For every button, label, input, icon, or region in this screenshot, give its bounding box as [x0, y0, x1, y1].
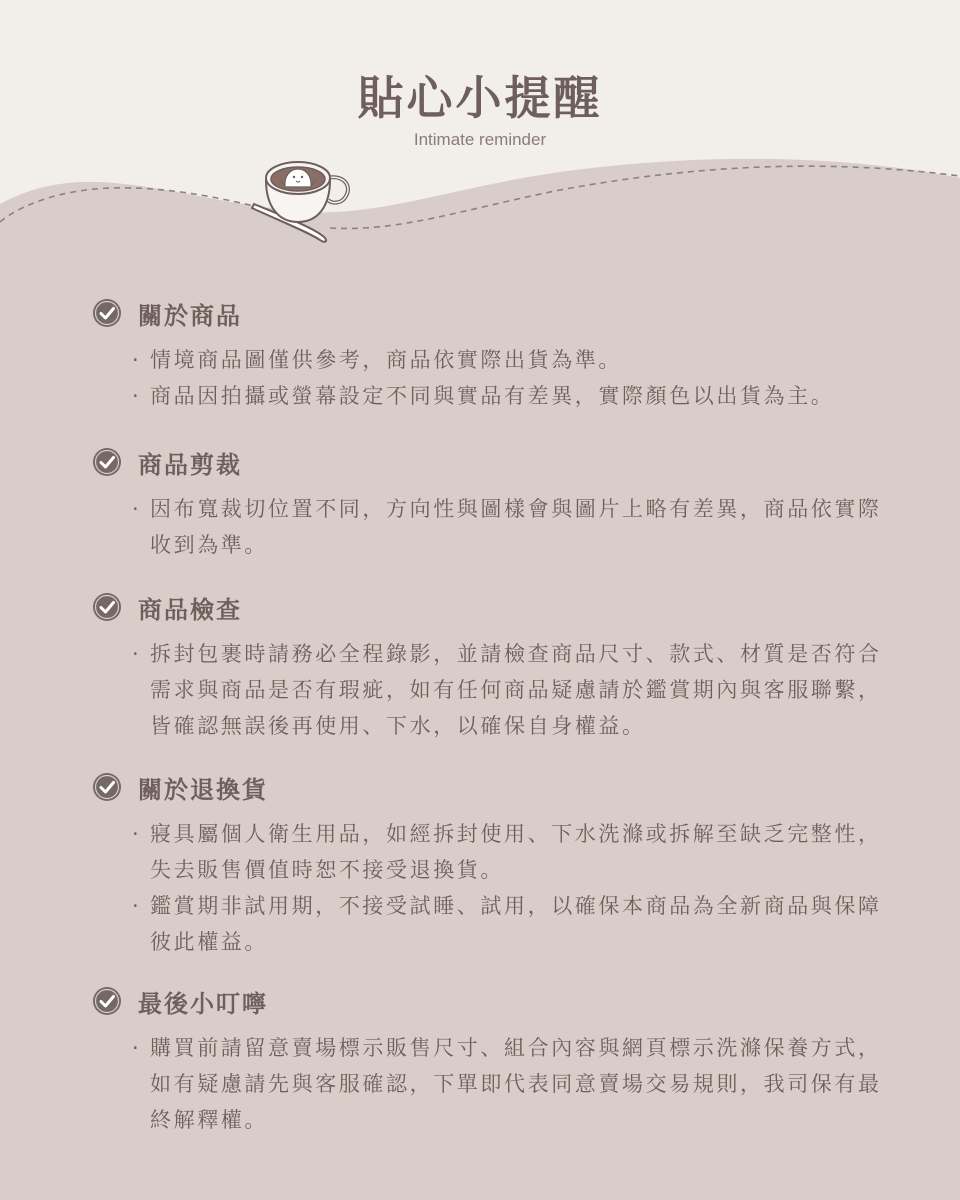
check-circle-icon — [92, 592, 122, 622]
section-title: 商品檢查 — [138, 595, 242, 624]
section-header — [92, 986, 882, 1016]
section-items — [134, 342, 882, 414]
list-item: · 情境商品圖僅供參考，商品依實際出貨為準。 — [134, 342, 882, 378]
check-circle-icon — [92, 772, 122, 802]
check-circle-icon — [92, 447, 122, 477]
page-subtitle: Intimate reminder — [413, 130, 547, 149]
section-header — [92, 447, 882, 477]
latte-art-cup-icon — [248, 156, 358, 248]
list-item: · 購買前請留意賣場標示販售尺寸、組合內容與網頁標示洗滌保養方式，如有疑慮請先與客服確認，下單即代表同意賣場交易規則，我司保有最終解釋權。 — [134, 1030, 882, 1138]
list-item: · 拆封包裹時請務必全程錄影，並請檢查商品尺寸、款式、材質是否符合需求與商品是否有瑕疵，如有任何商品疑慮請於鑑賞期內與客服聯繫，皆確認無誤後再使用、下水，以確保自身權益。 — [134, 636, 882, 744]
check-circle-icon — [92, 298, 122, 328]
section-header — [92, 298, 882, 328]
section-items — [134, 1030, 882, 1138]
section-product-inspection — [92, 592, 882, 744]
section-items — [134, 636, 882, 744]
section-items — [134, 816, 882, 960]
section-header — [92, 772, 882, 802]
section-final-reminder — [92, 986, 882, 1138]
section-title: 關於商品 — [138, 301, 242, 330]
section-about-product — [92, 298, 882, 414]
section-returns — [92, 772, 882, 960]
list-item: · 因布寬裁切位置不同，方向性與圖樣會與圖片上略有差異，商品依實際收到為準。 — [134, 491, 882, 563]
list-item: · 寢具屬個人衛生用品，如經拆封使用、下水洗滌或拆解至缺乏完整性，失去販售價值時恕不接受退換貨。 — [134, 816, 882, 888]
section-title: 最後小叮嚀 — [138, 989, 268, 1018]
page-title: 貼心小提醒 — [357, 71, 603, 125]
section-header — [92, 592, 882, 622]
section-title: 商品剪裁 — [138, 450, 242, 479]
list-item: · 鑑賞期非試用期，不接受試睡、試用，以確保本商品為全新商品與保障彼此權益。 — [134, 888, 882, 960]
list-item: · 商品因拍攝或螢幕設定不同與實品有差異，實際顏色以出貨為主。 — [134, 378, 882, 414]
section-title: 關於退換貨 — [138, 775, 268, 804]
section-product-cutting — [92, 447, 882, 563]
section-items — [134, 491, 882, 563]
check-circle-icon — [92, 986, 122, 1016]
